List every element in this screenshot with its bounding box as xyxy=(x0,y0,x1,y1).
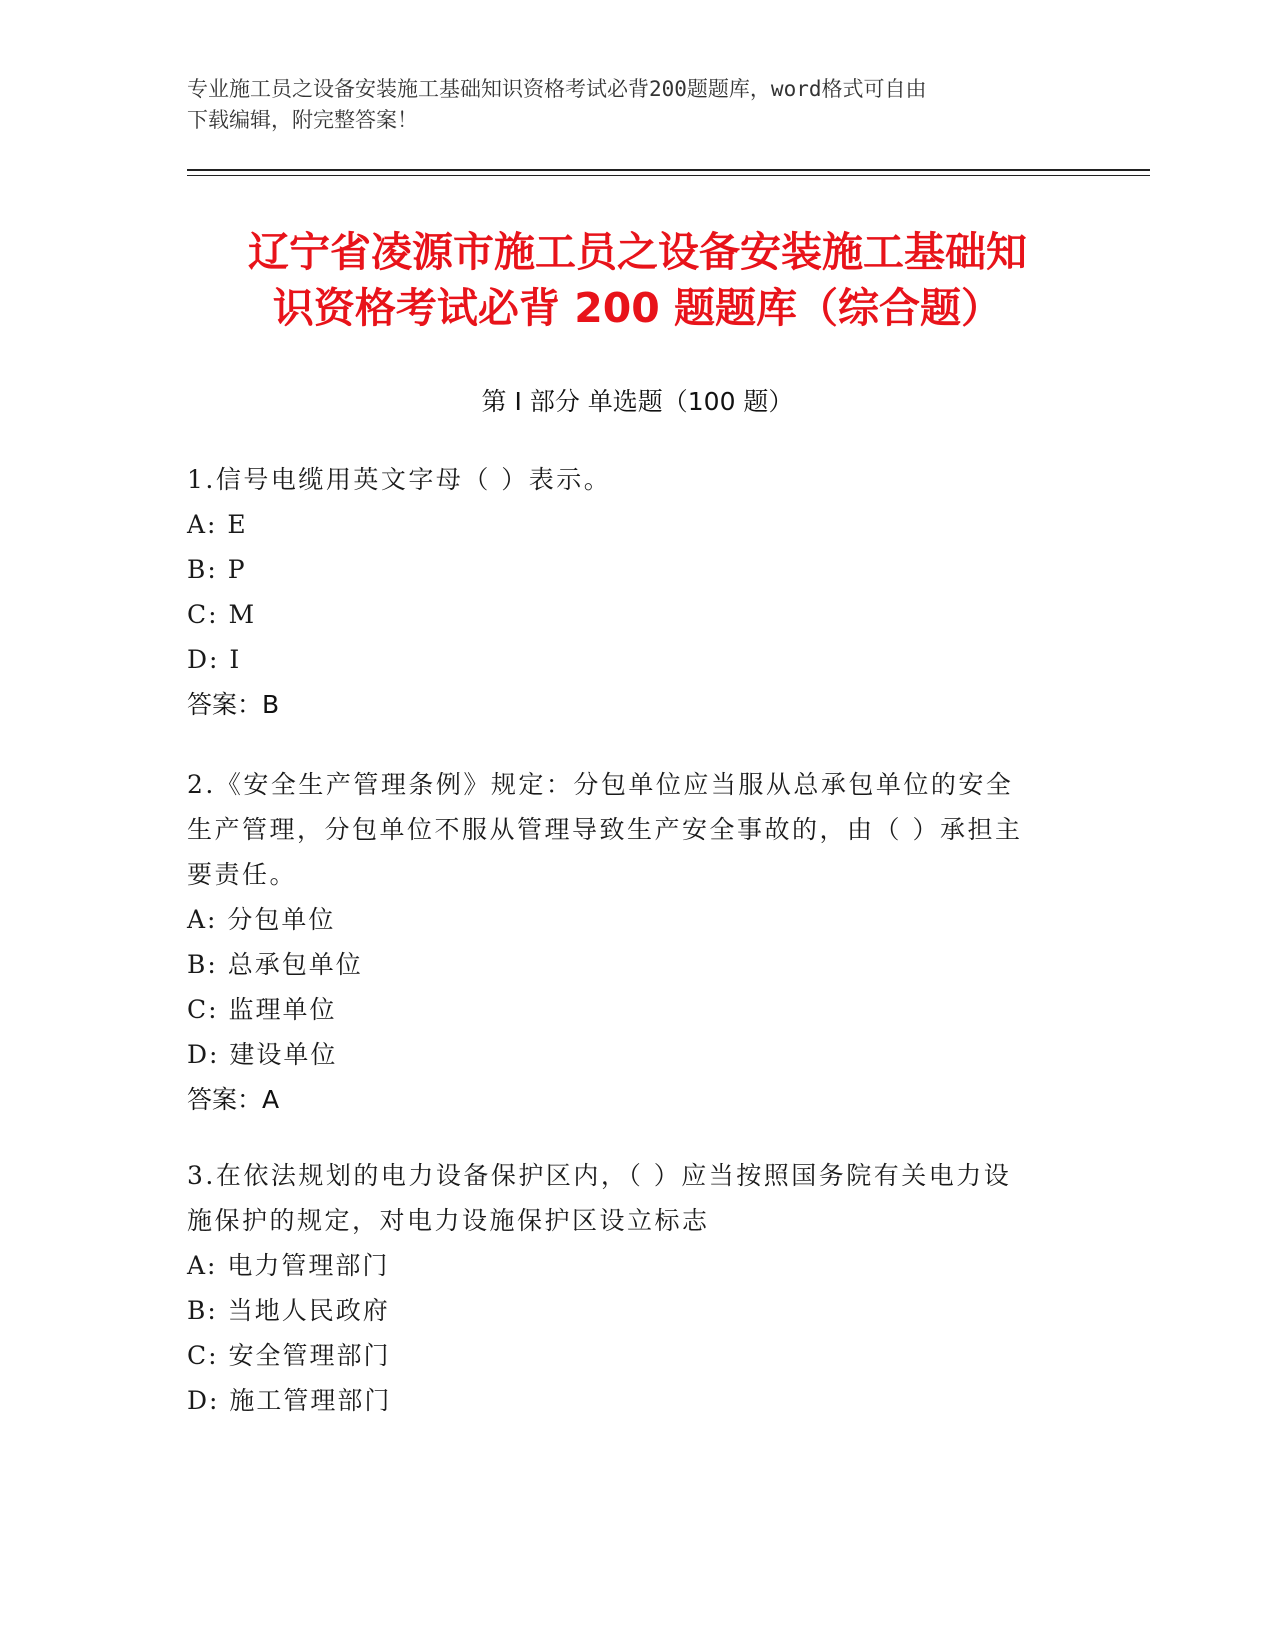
option-b: B: 当地人民政府 xyxy=(187,1296,390,1325)
header-rule-thick xyxy=(187,169,1150,171)
question-2 xyxy=(187,762,1067,1122)
header-note-line-1: 专业施工员之设备安装施工基础知识资格考试必背200题题库，word格式可自由 xyxy=(187,77,927,101)
option-a: A: 分包单位 xyxy=(187,905,336,934)
option-c: C: 监理单位 xyxy=(187,995,337,1024)
option-d: D: I xyxy=(187,645,242,674)
document-title xyxy=(150,224,1125,336)
title-line-2: 识资格考试必背 200 题题库（综合题） xyxy=(272,284,1003,332)
question-stem-line: 施保护的规定，对电力设施保护区设立标志 xyxy=(187,1206,710,1235)
answer-line: 答案：A xyxy=(187,1085,280,1114)
option-d: D: 建设单位 xyxy=(187,1040,338,1069)
question-stem-line: 2.《安全生产管理条例》规定：分包单位应当服从总承包单位的安全 xyxy=(187,770,1014,799)
option-d: D: 施工管理部门 xyxy=(187,1386,392,1415)
question-stem-line: 要责任。 xyxy=(187,860,298,889)
option-b: B: 总承包单位 xyxy=(187,950,363,979)
question-stem-line: 3.在依法规划的电力设备保护区内，（ ）应当按照国务院有关电力设 xyxy=(187,1161,1012,1190)
question-stem-line: 生产管理，分包单位不服从管理导致生产安全事故的，由（ ）承担主 xyxy=(187,815,1023,844)
header-rule-thin xyxy=(187,175,1150,176)
question-3 xyxy=(187,1153,1067,1423)
option-c: C: 安全管理部门 xyxy=(187,1341,391,1370)
answer-line: 答案：B xyxy=(187,690,280,719)
option-a: A: E xyxy=(187,510,248,539)
option-a: A: 电力管理部门 xyxy=(187,1251,390,1280)
option-b: B: P xyxy=(187,555,247,584)
header-note-line-2: 下载编辑，附完整答案！ xyxy=(187,108,418,132)
question-1 xyxy=(187,457,1067,727)
option-c: C: M xyxy=(187,600,257,629)
section-heading: 第 I 部分 单选题（100 题） xyxy=(481,387,794,416)
title-line-1: 辽宁省凌源市施工员之设备安装施工基础知 xyxy=(248,228,1027,276)
question-stem-line: 1.信号电缆用英文字母（ ）表示。 xyxy=(187,465,612,494)
header-note xyxy=(187,74,1067,136)
